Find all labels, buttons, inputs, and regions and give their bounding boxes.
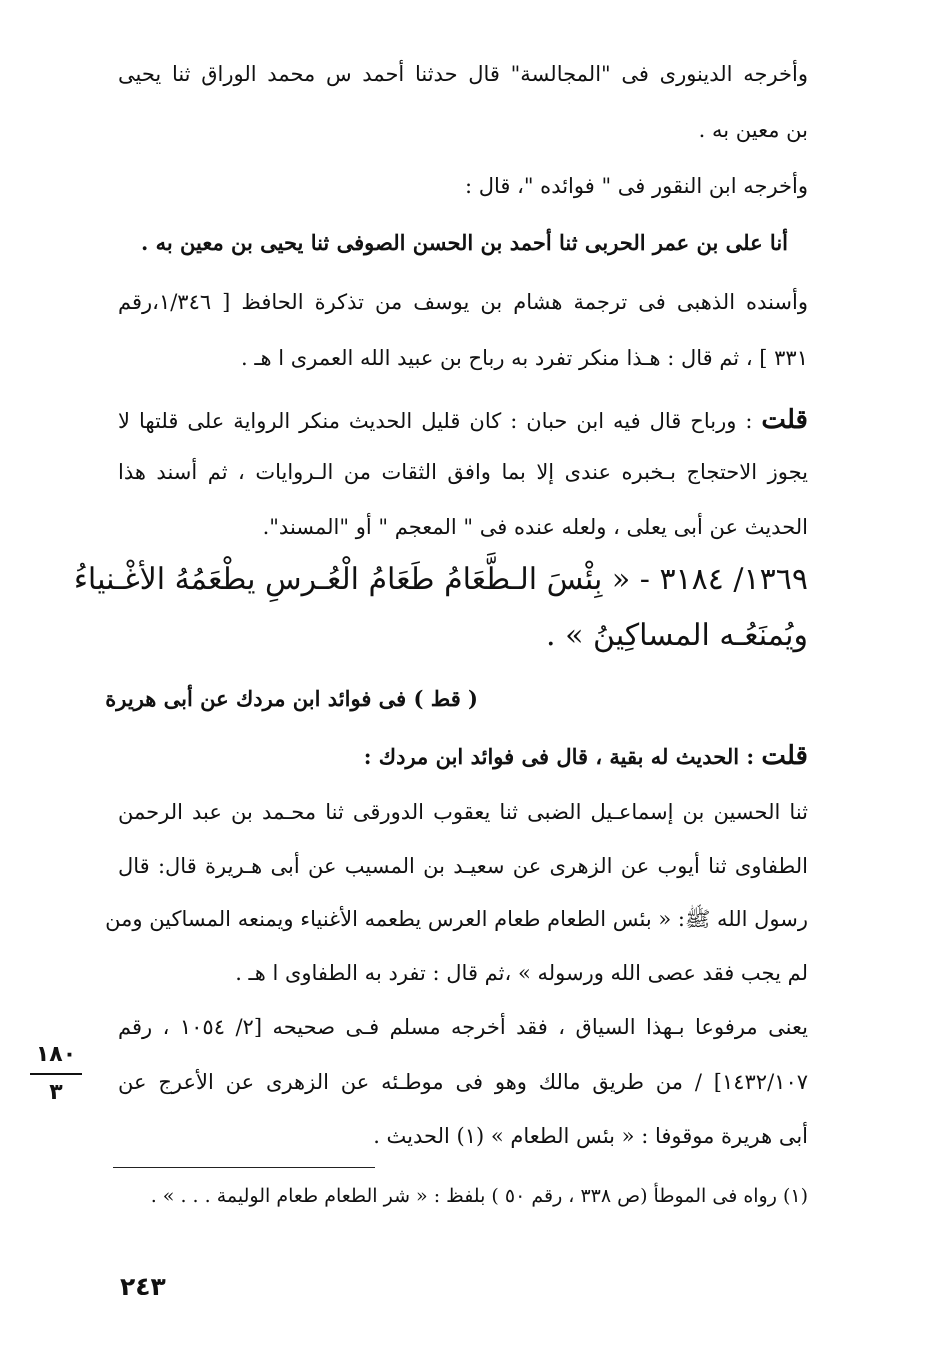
text-line: وأخرجه ابن النقور فى " فوائده "، قال :: [464, 174, 808, 198]
margin-reference-bottom: ٣: [49, 1080, 63, 1106]
text-line: يجوز الاحتجاج بـخبره عندى إلا بما وافق الثقات من الـروايات ، ثم أسند هذا: [118, 460, 808, 484]
text-line: رسول الله ﷺ: « بئس الطعام طعام العرس يطعمه الأغنياء ويمنعه المساكين ومن: [105, 907, 808, 931]
page-number: ٢٤٣: [120, 1272, 166, 1301]
qult-keyword: قلت: [761, 741, 808, 771]
hadith-heading-line: ويُمنَعُـه المساكِينُ » .: [546, 618, 808, 653]
text-line: لم يجب فقد عصى الله ورسوله » ،ثم قال : تفرد به الطفاوى ا هـ .: [235, 961, 808, 985]
footnote: (١) رواه فى الموطأ (ص ٣٣٨ ، رقم ٥٠ ) بلفظ : « شر الطعام طعام الوليمة . . . » .: [150, 1185, 808, 1207]
margin-reference: [30, 1043, 82, 1105]
text-line: يعنى مرفوعا بـهذا السياق ، فقد أخرجه مسلم فـى صحيحه [٢/ ١٠٥٤ ، رقم: [118, 1015, 808, 1039]
margin-reference-rule: [30, 1073, 82, 1075]
text-line: ١٤٣٢/١٠٧] / من طريق مالك وهو فى موطـئه عن الزهرى عن الأعرج عن: [118, 1070, 808, 1094]
text-line: أنا على بن عمر الحربى ثنا أحمد بن الحسن الصوفى ثنا يحيى بن معين به .: [140, 230, 788, 255]
source-attribution: ( قط ) فى فوائد ابن مردك عن أبى هريرة: [105, 686, 478, 711]
text-line: بن معين به .: [698, 118, 808, 142]
hadith-heading-line: ١٣٦٩/ ٣١٨٤ - « بِئْسَ الـطَّعَامُ طَعَامُ الْعُـرسِ يطْعَمُهُ الأغْـنياءُ: [73, 562, 808, 597]
text-span: : ورباح قال فيه ابن حبان : كان قليل الحديث منكر الرواية على قلتها لا: [118, 409, 762, 433]
text-line: ثنا الحسين بن إسماعـيل الضبى ثنا يعقوب الدورقى ثنا محـمد بن عبد الرحمن: [118, 800, 808, 824]
note-paragraph-line: [118, 405, 808, 436]
text-span: : الحديث له بقية ، قال فى فوائد ابن مردك :: [363, 744, 762, 769]
margin-reference-top: ١٨٠: [35, 1042, 77, 1067]
text-line: وأسنده الذهبى فى ترجمة هشام بن يوسف من تذكرة الحافظ [ ١/٣٤٦،رقم: [118, 290, 808, 314]
text-line: الحديث عن أبى يعلى ، ولعله عنده فى " المعجم " أو "المسند".: [262, 515, 808, 539]
text-line: الطفاوى ثنا أيوب عن الزهرى عن سعيـد بن المسيب عن أبى هـريرة قال: قال: [118, 854, 808, 878]
qult-keyword: قلت: [761, 405, 808, 435]
footnote-divider: [113, 1167, 375, 1168]
text-line: ٣٣١ ] ، ثم قال : هـذا منكر تفرد به رباح بن عبيد الله العمرى ا هـ .: [241, 346, 808, 370]
text-line: أبى هريرة موقوفا : « بئس الطعام » (١) الحديث .: [373, 1124, 808, 1148]
text-line: وأخرجه الدينورى فى "المجالسة" قال حدثنا أحمد س محمد الوراق ثنا يحيى: [118, 62, 808, 86]
note-paragraph-line: [118, 741, 808, 772]
